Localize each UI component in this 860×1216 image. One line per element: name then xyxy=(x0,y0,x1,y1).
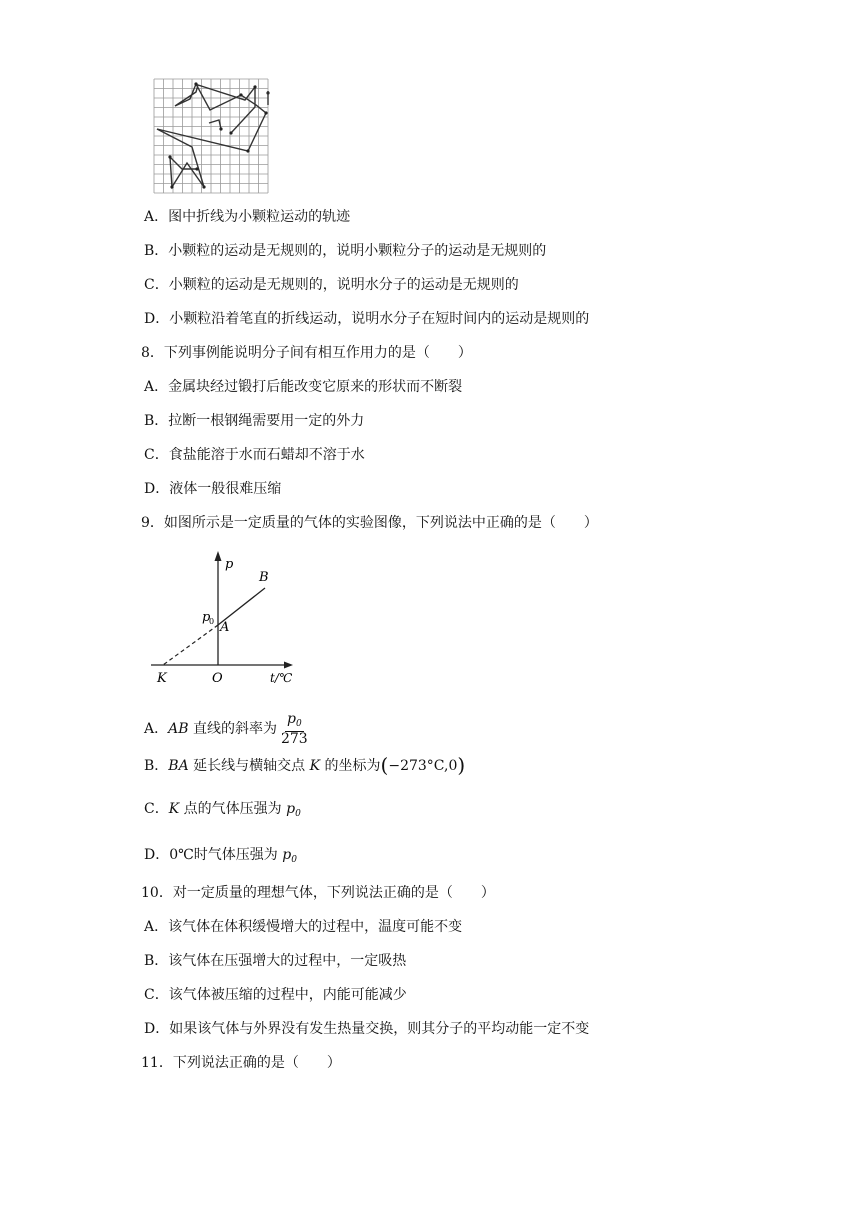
q9-option-a: A．AB 直线的斜率为 $\frac{p_0}{273}$ xyxy=(144,711,308,747)
q9-option-b: B．BA 延长线与横轴交点 K 的坐标为(−273°C,0) xyxy=(144,753,466,777)
q8-stem: 8．下列事例能说明分子间有相互作用力的是（ ） xyxy=(141,345,472,361)
q8-option-d: D．液体一般很难压缩 xyxy=(144,481,282,497)
q10-option-a: A．该气体在体积缓慢增大的过程中，温度可能不变 xyxy=(144,919,463,935)
dashed-extension-ka xyxy=(163,625,218,665)
q10-stem: 10．对一定质量的理想气体，下列说法正确的是（ ） xyxy=(141,885,495,901)
q10-option-b: B．该气体在压强增大的过程中，一定吸热 xyxy=(144,953,407,969)
q7-option-b: B．小颗粒的运动是无规则的，说明小颗粒分子的运动是无规则的 xyxy=(144,243,547,259)
q9-option-c: C．K 点的气体压强为 $p_0$ xyxy=(144,801,301,819)
t-axis-arrow xyxy=(284,662,293,669)
q10-option-c: C．该气体被压缩的过程中，内能可能减少 xyxy=(144,987,407,1003)
q7-option-a: A．图中折线为小颗粒运动的轨迹 xyxy=(144,209,351,225)
trajectory-path-lower xyxy=(157,129,204,187)
q9-option-d: D．0℃时气体压强为 $p_0$ xyxy=(144,847,297,865)
q9-stem: 9．如图所示是一定质量的气体的实验图像，下列说法中正确的是（ ） xyxy=(141,515,598,531)
q10-option-d: D．如果该气体与外界没有发生热量交换，则其分子的平均动能一定不变 xyxy=(144,1021,590,1037)
label-k: K xyxy=(157,671,167,686)
label-a: A xyxy=(220,620,230,635)
q7-option-c: C．小颗粒的运动是无规则的，说明水分子的运动是无规则的 xyxy=(144,277,519,293)
brownian-motion-figure xyxy=(152,77,274,195)
label-t-axis: t/℃ xyxy=(270,671,293,685)
fraction-p0-over-273: $\frac{p_0}{273}$ xyxy=(280,711,308,747)
q7-option-d: D．小颗粒沿着笔直的折线运动，说明水分子在短时间内的运动是规则的 xyxy=(144,311,590,327)
label-p0-sub: 0 xyxy=(209,617,215,626)
label-b: B xyxy=(259,570,269,585)
q8-option-c: C．食盐能溶于水而石蜡却不溶于水 xyxy=(144,447,365,463)
q8-option-b: B．拉断一根钢绳需要用一定的外力 xyxy=(144,413,365,429)
label-p0: p xyxy=(202,610,211,625)
label-p: p xyxy=(225,557,234,572)
p-t-graph xyxy=(145,548,305,688)
label-o: O xyxy=(212,671,223,686)
q8-option-a: A．金属块经过锻打后能改变它原来的形状而不断裂 xyxy=(144,379,463,395)
p-axis-arrow xyxy=(215,551,222,561)
q11-stem: 11．下列说法正确的是（ ） xyxy=(141,1055,341,1071)
